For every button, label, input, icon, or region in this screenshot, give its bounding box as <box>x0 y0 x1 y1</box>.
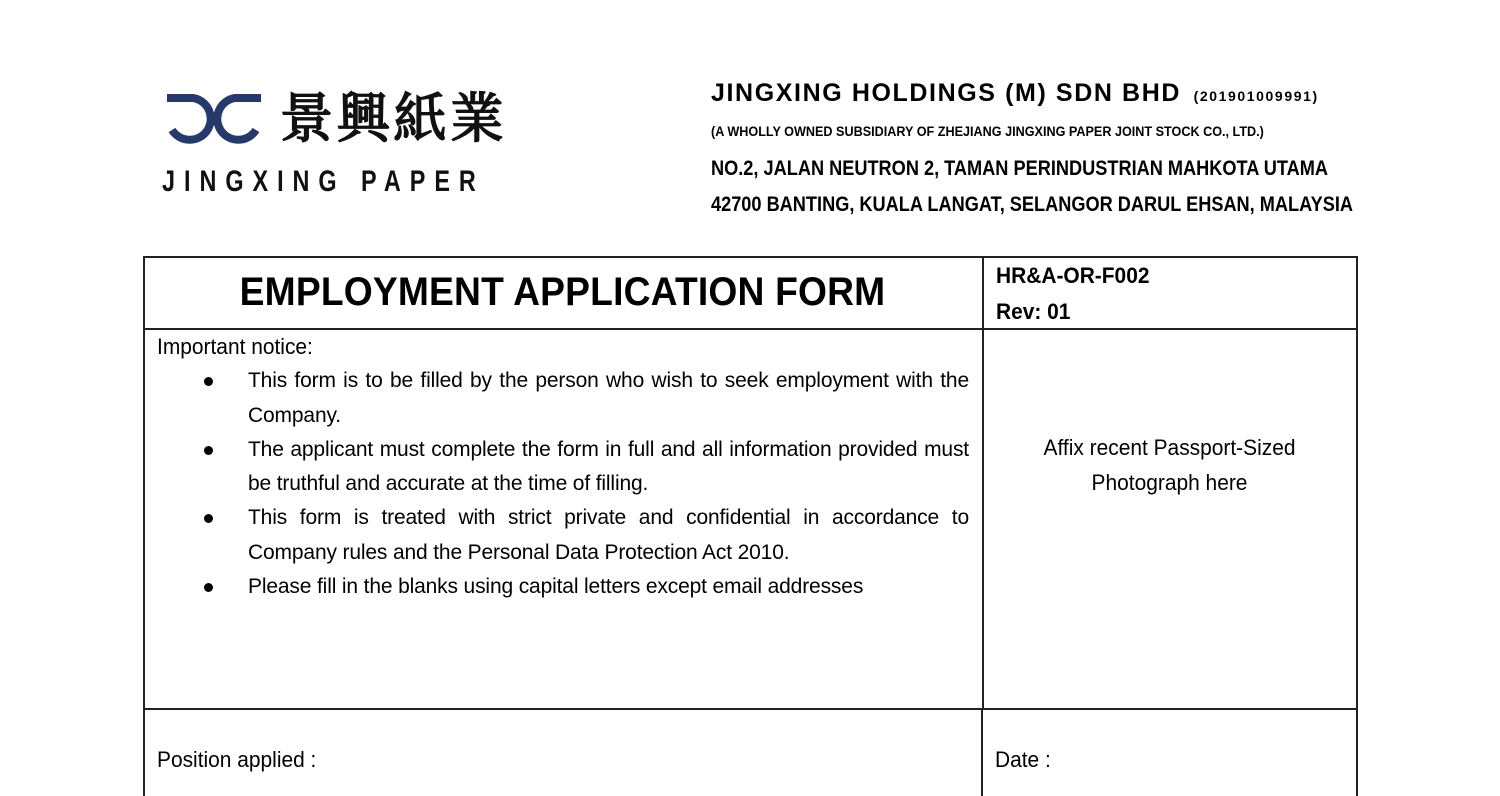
photo-instructions <box>995 431 1344 500</box>
photo-placeholder[interactable] <box>982 328 1357 708</box>
form-code-block <box>996 258 1149 330</box>
notice-item <box>157 501 969 570</box>
column-divider-lower <box>981 708 983 796</box>
company-name-line <box>711 78 1319 111</box>
photo-instruction-line-1: Affix recent Passport-Sized <box>1043 435 1296 460</box>
bullet-icon <box>204 377 213 386</box>
revision-number: Rev: 01 <box>996 299 1071 324</box>
notice-text: This form is to be filled by the person who wish to seek employment with the Company. <box>248 369 969 427</box>
application-form-table <box>143 256 1357 796</box>
notice-item <box>157 570 969 604</box>
notice-heading: Important notice: <box>157 334 313 359</box>
notice-text: The applicant must complete the form in full and all information provided must be truthful and accurate at the time of filling. <box>248 437 969 496</box>
date-label: Date : <box>995 747 1051 772</box>
bullet-icon <box>204 514 213 523</box>
notice-text: Please fill in the blanks using capital letters except email addresses <box>248 575 864 599</box>
logo-english-name: JINGXING PAPER <box>162 165 485 198</box>
table-border-left <box>143 256 145 796</box>
notice-item <box>157 433 969 502</box>
company-logo <box>160 84 508 209</box>
form-title: EMPLOYMENT APPLICATION FORM <box>239 269 886 314</box>
position-applied-input[interactable] <box>358 747 962 775</box>
address-line-1: NO.2, JALAN NEUTRON 2, TAMAN PERINDUSTRIAN MAHKOTA UTAMA <box>711 156 1329 180</box>
notice-text: This form is treated with strict private and confidential in accordance to Company rules and the Personal Data Protection Act 2010. <box>248 506 969 564</box>
jx-interlocked-arcs-icon <box>165 90 263 148</box>
subsidiary-note: (A WHOLLY OWNED SUBSIDIARY OF ZHEJIANG JINGXING PAPER JOINT STOCK CO., LTD.) <box>711 124 1264 139</box>
row-divider-notice <box>143 708 1357 710</box>
notice-list <box>157 364 969 604</box>
bullet-icon <box>204 583 213 592</box>
logo-cjk-name: 景興紙業 <box>280 86 508 150</box>
position-applied-label: Position applied : <box>157 747 317 772</box>
important-notice <box>157 330 969 604</box>
registration-number: (201901009991) <box>1193 88 1319 104</box>
date-input[interactable] <box>1068 747 1342 775</box>
document-code: HR&A-OR-F002 <box>996 263 1150 288</box>
photo-instruction-line-2: Photograph here <box>1091 469 1248 495</box>
address-line-2: 42700 BANTING, KUALA LANGAT, SELANGOR DARUL EHSAN, MALAYSIA <box>711 192 1353 216</box>
notice-item <box>157 364 969 433</box>
company-name: JINGXING HOLDINGS (M) SDN BHD <box>711 79 1182 107</box>
bullet-icon <box>204 446 213 455</box>
